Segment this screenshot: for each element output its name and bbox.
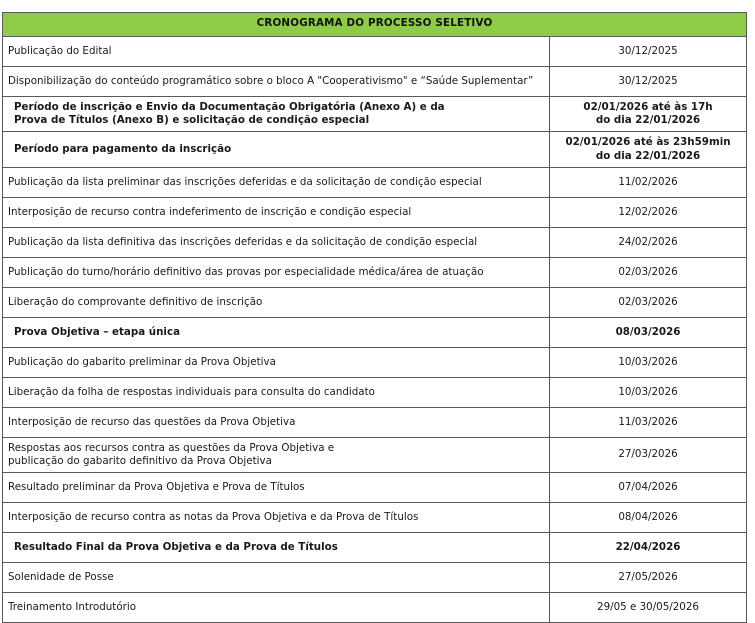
- date-text: 30/12/2025: [618, 44, 678, 57]
- table-row: [3, 377, 747, 407]
- table-row: [3, 563, 747, 593]
- event-text-line2: publicação do gabarito definitivo da Prova Objetiva: [8, 454, 272, 467]
- event-cell: [3, 473, 550, 503]
- event-cell: [3, 67, 550, 97]
- date-cell: [550, 377, 747, 407]
- date-text: 02/01/2026 até às 23h59min: [565, 136, 731, 149]
- event-text: Treinamento Introdutório: [8, 600, 137, 613]
- table-row: [3, 407, 747, 437]
- date-text: 10/03/2026: [618, 385, 678, 398]
- event-text: Publicação da lista preliminar das inscrições deferidas e da solicitação de condição especial: [8, 175, 482, 188]
- event-text: Publicação do turno/horário definitivo das provas por especialidade médica/área de atuação: [8, 265, 484, 278]
- date-cell: [550, 167, 747, 197]
- date-cell: [550, 533, 747, 563]
- schedule-container: [2, 12, 746, 623]
- event-text: Liberação da folha de respostas individuais para consulta do candidato: [8, 385, 375, 398]
- table-title: CRONOGRAMA DO PROCESSO SELETIVO: [3, 13, 747, 37]
- table-row: [3, 533, 747, 563]
- event-cell: [3, 317, 550, 347]
- date-text: 11/02/2026: [618, 175, 678, 188]
- table-row: [3, 167, 747, 197]
- table-title-row: [3, 13, 747, 37]
- date-cell: [550, 593, 747, 623]
- table-row: [3, 197, 747, 227]
- date-cell: [550, 37, 747, 67]
- table-row: [3, 437, 747, 472]
- event-text: Disponibilização do conteúdo programático sobre o bloco A "Cooperativismo" e “Saúde Suplementar”: [8, 74, 534, 87]
- date-text: 08/04/2026: [618, 510, 678, 523]
- event-text: Resultado Final da Prova Objetiva e da Prova de Títulos: [14, 540, 338, 553]
- date-cell: [550, 563, 747, 593]
- event-cell: [3, 533, 550, 563]
- table-body: [3, 37, 747, 623]
- date-cell: [550, 132, 747, 167]
- table-header: [3, 13, 747, 37]
- table-row: [3, 132, 747, 167]
- date-text: 02/03/2026: [618, 295, 678, 308]
- event-cell: [3, 227, 550, 257]
- date-cell: [550, 503, 747, 533]
- date-cell: [550, 97, 747, 132]
- event-text: Interposição de recurso contra as notas da Prova Objetiva e da Prova de Títulos: [8, 510, 419, 523]
- date-text: 29/05 e 30/05/2026: [597, 600, 699, 613]
- date-text: 27/03/2026: [618, 448, 678, 461]
- event-cell: [3, 167, 550, 197]
- table-row: [3, 37, 747, 67]
- event-text: Interposição de recurso contra indeferimento de inscrição e condição especial: [8, 205, 412, 218]
- cronograma-table: [2, 12, 747, 623]
- event-text: Prova Objetiva – etapa única: [14, 325, 181, 338]
- event-cell: [3, 287, 550, 317]
- date-cell: [550, 257, 747, 287]
- table-row: [3, 97, 747, 132]
- event-cell: [3, 347, 550, 377]
- table-row: [3, 67, 747, 97]
- date-cell: [550, 437, 747, 472]
- event-text: Publicação do Edital: [8, 44, 112, 57]
- date-text: 11/03/2026: [618, 415, 678, 428]
- event-cell: [3, 377, 550, 407]
- event-cell: [3, 593, 550, 623]
- date-cell: [550, 407, 747, 437]
- date-cell: [550, 317, 747, 347]
- date-text: 02/03/2026: [618, 265, 678, 278]
- event-text: Interposição de recurso das questões da Prova Objetiva: [8, 415, 296, 428]
- date-cell: [550, 473, 747, 503]
- date-text: 12/02/2026: [618, 205, 678, 218]
- date-text: 22/04/2026: [615, 540, 681, 553]
- table-row: [3, 473, 747, 503]
- table-row: [3, 287, 747, 317]
- table-row: [3, 347, 747, 377]
- event-cell: [3, 563, 550, 593]
- event-text: Publicação do gabarito preliminar da Prova Objetiva: [8, 355, 276, 368]
- date-text: 02/01/2026 até às 17h: [583, 101, 713, 113]
- date-text: 27/05/2026: [618, 570, 678, 583]
- event-cell: [3, 257, 550, 287]
- event-text: Publicação da lista definitiva das inscrições deferidas e da solicitação de condição especial: [8, 235, 478, 248]
- event-text: Período de inscrição e Envio da Documentação Obrigatória (Anexo A) e da: [14, 101, 445, 113]
- event-text-line2: Prova de Títulos (Anexo B) e solicitação de condição especial: [14, 114, 370, 127]
- date-text: 24/02/2026: [618, 235, 678, 248]
- date-text: 30/12/2025: [618, 74, 678, 87]
- table-row: [3, 257, 747, 287]
- event-cell: [3, 407, 550, 437]
- date-text: 07/04/2026: [618, 480, 678, 493]
- date-text: 10/03/2026: [618, 355, 678, 368]
- event-cell: [3, 197, 550, 227]
- event-text: Respostas aos recursos contra as questões da Prova Objetiva e: [8, 441, 335, 454]
- event-text: Período para pagamento da inscrição: [14, 142, 232, 155]
- date-text: 08/03/2026: [615, 325, 681, 338]
- table-row: [3, 317, 747, 347]
- event-cell: [3, 97, 550, 132]
- event-text: Resultado preliminar da Prova Objetiva e Prova de Títulos: [8, 480, 305, 493]
- date-cell: [550, 227, 747, 257]
- event-text: Solenidade de Posse: [8, 570, 114, 583]
- date-cell: [550, 287, 747, 317]
- date-cell: [550, 197, 747, 227]
- date-text-line2: do dia 22/01/2026: [595, 114, 701, 127]
- event-cell: [3, 503, 550, 533]
- event-cell: [3, 37, 550, 67]
- table-row: [3, 227, 747, 257]
- event-cell: [3, 132, 550, 167]
- date-cell: [550, 67, 747, 97]
- event-text: Liberação do comprovante definitivo de inscrição: [8, 295, 263, 308]
- date-cell: [550, 347, 747, 377]
- table-row: [3, 593, 747, 623]
- table-row: [3, 503, 747, 533]
- date-text-line2: do dia 22/01/2026: [595, 149, 701, 162]
- event-cell: [3, 437, 550, 472]
